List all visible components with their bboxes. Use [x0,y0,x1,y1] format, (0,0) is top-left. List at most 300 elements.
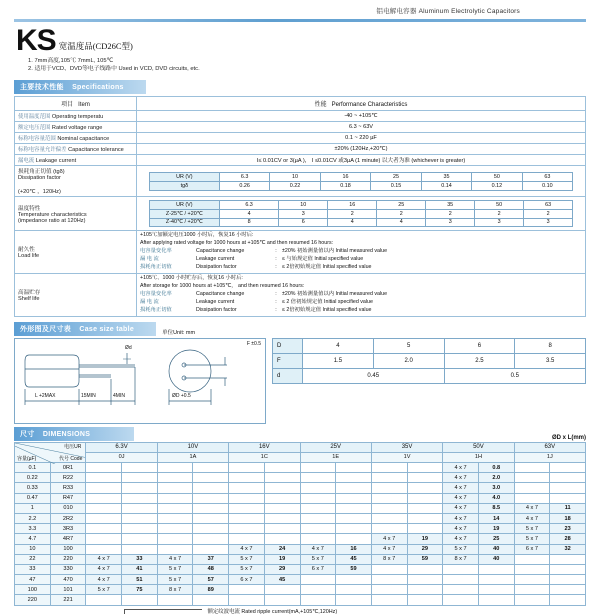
col-item-en: Item [78,102,90,109]
dim-voltage-code: 1A [157,452,228,462]
item-value: ≤ 2倍初始规定值 Initial specified value [282,306,372,313]
dim-empty-cell [443,585,479,595]
dim-empty-cell [443,575,479,585]
dim-empty-cell [371,524,407,534]
dim-ripple-current: 3.0 [478,483,514,493]
item-cn: 电容量变化率 [140,290,172,297]
spec-row-leakage-current [15,155,586,166]
temp-voltage: 50 [475,201,524,210]
temp-z40-value: 4 [328,218,377,227]
dim-empty-cell [300,575,336,585]
temp-voltage-row [149,201,572,210]
label-lead-4min: 4MIN [113,392,125,399]
dim-empty-cell [86,595,122,605]
table-row [15,575,586,585]
case-row-label-d: D [273,338,303,353]
item-cn: 损耗角正切值 [140,306,172,313]
footnote-cn: 额定纹波电流 [207,608,240,615]
dim-empty-cell [264,524,300,534]
dim-empty-cell [193,544,229,554]
temp-label-en: Temperature characteristics [18,211,87,218]
dim-empty-cell [371,503,407,513]
dim-ripple-current: 25 [478,534,514,544]
shelf-life-line-en: After storage for 1000 hours at +105℃， and then resumed 16 hours: [140,282,305,289]
dim-case-size: 6 x 7 [300,564,336,574]
dim-empty-cell [229,585,265,595]
dim-empty-cell [229,493,265,503]
dim-empty-cell [157,534,193,544]
dim-empty-cell [300,483,336,493]
dim-case-size: 4 x 7 [514,503,550,513]
row-value: 0.1 ~ 220 µF [137,133,586,144]
shelf-life-item [140,291,582,299]
dim-empty-cell [122,544,158,554]
dim-empty-cell [193,473,229,483]
item-sep: : [275,306,277,313]
dim-case-size: 4 x 7 [229,544,265,554]
dim-empty-cell [122,493,158,503]
dim-case-size: 4 x 7 [86,554,122,564]
dimensions-section [14,427,586,615]
dim-ripple-current: 23 [550,524,586,534]
dissipation-voltage: 35 [421,173,471,182]
dim-voltage-header: 10V [157,442,228,452]
dim-empty-cell [407,524,443,534]
item-value: ≤ 2倍初始规定值 Initial specified value [282,264,372,270]
load-life-item [140,248,582,256]
dim-empty-cell [157,493,193,503]
dissipation-value: 0.15 [371,181,421,190]
case-f-value: 2.5 [444,353,515,368]
temp-z25-value: 2 [426,210,475,219]
item-cn: 损耗角正切值 [140,264,172,270]
dim-voltage-header: 16V [229,442,300,452]
col-performance-cn: 性能 [314,102,327,109]
load-life-item [140,264,582,272]
dissipation-voltage: 63 [522,173,573,182]
dim-empty-cell [157,463,193,473]
dim-empty-cell [336,534,372,544]
dim-empty-cell [157,595,193,605]
dim-capacitance: 100 [15,585,51,595]
dim-ripple-current: 37 [193,554,229,564]
dim-empty-cell [371,513,407,523]
dim-empty-cell [407,575,443,585]
series-name: KS [16,24,56,57]
dimensions-unit: ØD x L(mm) [551,434,586,441]
footnote-leader [124,609,202,614]
dim-empty-cell [371,585,407,595]
dimensions-banner-en: DIMENSIONS [42,430,91,438]
dim-empty-cell [443,595,479,605]
dim-empty-cell [407,585,443,595]
dim-empty-cell [514,493,550,503]
dim-case-size: 4 x 7 [86,564,122,574]
dim-empty-cell [122,534,158,544]
dim-capacitance: 0.33 [15,483,51,493]
temp-label-cn: 温度特性 [18,205,41,212]
dim-empty-cell [122,463,158,473]
dim-empty-cell [300,585,336,595]
item-sep: : [275,290,277,297]
dim-empty-cell [229,524,265,534]
dim-voltage-header: 50V [443,442,514,452]
dimensions-corner-cell [15,442,86,462]
dim-empty-cell [336,513,372,523]
dim-voltage-header: 63V [514,442,585,452]
case-d-value: 6 [444,338,515,353]
load-life-line-cn: +105℃加额定电压1000 小时后，恢复16 小时后: [140,232,254,239]
corner-label-voltage: 电压UR [64,443,82,450]
item-en: Dissipation factor [196,264,237,270]
dim-ripple-current: 51 [122,575,158,585]
dim-voltage-code: 1C [229,452,300,462]
dim-empty-cell [122,513,158,523]
dim-empty-cell [300,493,336,503]
case-d-value: 5 [373,338,444,353]
spec-row-nominal-capacitance [15,133,586,144]
dim-empty-cell [86,544,122,554]
dim-case-size: 4 x 7 [443,493,479,503]
case-f-value: 3.5 [515,353,586,368]
dim-empty-cell [264,513,300,523]
dim-capacitance: 4.7 [15,534,51,544]
dim-empty-cell [229,473,265,483]
dim-capacitance-code: 2R2 [50,513,86,523]
dim-case-size: 4 x 7 [443,534,479,544]
dim-empty-cell [550,575,586,585]
page-header [14,0,586,17]
dim-empty-cell [300,473,336,483]
dim-ripple-current: 28 [550,534,586,544]
dim-empty-cell [336,473,372,483]
specifications-table [14,96,586,316]
header-title-en: Aluminum Electrolytic Capacitors [418,8,520,15]
dim-empty-cell [478,595,514,605]
shelf-life-label-cn: 高温贮存 [18,289,41,296]
dissipation-voltage: 16 [320,173,370,182]
temp-z40-value: 3 [524,218,573,227]
temp-voltage: 16 [328,201,377,210]
dim-voltage-code: 1E [300,452,371,462]
row-label-en: Nominal capacitance [57,136,110,143]
dim-empty-cell [407,473,443,483]
load-life-item [140,256,582,264]
dissipation-table [149,172,573,190]
dim-ripple-current: 41 [122,564,158,574]
dim-ripple-current: 8.5 [478,503,514,513]
dim-ripple-current: 11 [550,503,586,513]
dim-empty-cell [371,483,407,493]
corner-label-capacitance: 容量(µF) [17,456,37,462]
dim-voltage-row [15,442,586,452]
dim-empty-cell [514,564,550,574]
dim-voltage-code: 0J [86,452,157,462]
dim-case-size: 4 x 7 [443,473,479,483]
dim-empty-cell [122,595,158,605]
label-lead-15min: 15MIN [81,392,96,399]
dim-empty-cell [300,513,336,523]
dim-ripple-current: 45 [264,575,300,585]
dim-empty-cell [193,524,229,534]
dim-capacitance: 0.22 [15,473,51,483]
dim-capacitance-code: 470 [50,575,86,585]
dim-case-size: 5 x 7 [300,554,336,564]
dissipation-value: 0.12 [472,181,522,190]
dim-empty-cell [86,534,122,544]
table-row [15,534,586,544]
dim-capacitance-code: 100 [50,544,86,554]
item-en: Leakage current [196,298,235,305]
item-cn: 漏 电 流 [140,256,159,263]
dim-case-size: 5 x 7 [229,564,265,574]
dim-empty-cell [157,503,193,513]
dim-empty-cell [122,503,158,513]
dim-empty-cell [157,524,193,534]
dim-ripple-current: 29 [407,544,443,554]
dim-empty-cell [229,483,265,493]
temp-table-cell [137,197,586,231]
temp-z25-value: 2 [524,210,573,219]
spec-row-shelf-life [15,273,586,316]
item-en: Dissipation factor [196,306,237,313]
shelf-life-content [137,273,586,316]
dim-ripple-current: 75 [122,585,158,595]
table-row [15,585,586,595]
dim-empty-cell [550,493,586,503]
case-size-banner-cn: 外形图及尺寸表 [20,325,72,333]
dissipation-label-cn: 损耗角正切值 (tgδ) [18,169,65,176]
dim-empty-cell [300,595,336,605]
temp-voltage: 63 [524,201,573,210]
dim-empty-cell [264,493,300,503]
dim-empty-cell [229,513,265,523]
dim-empty-cell [514,585,550,595]
item-value: ≤ 与始规定值 Initial specified value [282,256,364,263]
label-lead-pitch: F ±0.5 [246,340,261,347]
dim-case-size: 4 x 7 [443,503,479,513]
dim-capacitance-code: 220 [50,554,86,564]
dim-empty-cell [264,473,300,483]
series-subtitle: 宽温度品(CD26C型) [58,40,133,51]
dissipation-voltage: 25 [371,173,421,182]
shelf-life-line-cn: +105℃、1000 小时贮存后，恢复16 小时后: [140,274,243,281]
dim-case-size: 5 x 7 [514,524,550,534]
dim-empty-cell [336,595,372,605]
dim-case-size: 8 x 7 [443,554,479,564]
temp-z25-row [149,210,572,219]
item-sep: : [275,256,277,263]
dim-empty-cell [264,463,300,473]
col-item-cn: 项目 [61,102,74,109]
dim-empty-cell [264,595,300,605]
dim-capacitance: 0.1 [15,463,51,473]
dim-empty-cell [371,564,407,574]
row-label-cn: 标称电容量范围 [18,136,56,143]
temp-z40-row [149,218,572,227]
dim-empty-cell [336,575,372,585]
table-row [15,544,586,554]
dim-empty-cell [229,503,265,513]
row-label-en: Rated voltage range [51,125,103,132]
dim-case-size: 6 x 7 [514,544,550,554]
table-row [15,554,586,564]
row-value: ±20% (120Hz,+20℃) [137,144,586,155]
item-sep: : [275,298,277,305]
dim-empty-cell [336,585,372,595]
dim-empty-cell [514,463,550,473]
load-life-content [137,231,586,274]
case-d-value: 8 [515,338,586,353]
dim-empty-cell [86,513,122,523]
dim-code-row [15,452,586,462]
dissipation-table-cell [137,166,586,197]
dim-capacitance-code: 221 [50,595,86,605]
dim-empty-cell [371,493,407,503]
dim-case-size: 5 x 7 [157,575,193,585]
dim-ripple-current: 14 [478,513,514,523]
dim-case-size: 4 x 7 [443,513,479,523]
temp-row-label: Z-25℃ / +20℃ [149,210,219,219]
spec-row-dissipation-factor [15,166,586,197]
dim-empty-cell [514,554,550,564]
row-label-en: Operating temperatu [51,114,104,121]
dim-empty-cell [443,564,479,574]
dim-empty-cell [157,483,193,493]
item-value: ≤ 2 倍初始规定值 Initial specified value [282,298,373,305]
dissipation-voltage: 6.3 [219,173,269,182]
dissipation-value: 0.10 [522,181,573,190]
dissipation-voltage-row [149,173,572,182]
dimensions-header [14,427,586,441]
shelf-life-item [140,307,582,315]
load-life-label-en: Load life [18,253,40,260]
dim-capacitance-code: 330 [50,564,86,574]
label-length: L +2MAX [35,392,56,399]
case-size-banner [14,322,156,336]
dim-ripple-current: 40 [478,554,514,564]
dim-ripple-current: 48 [193,564,229,574]
row-label-cn: 额定电压范围 [18,125,51,132]
dim-empty-cell [193,503,229,513]
table-row [15,483,586,493]
dissipation-label-en: Dissipation factor [18,175,61,182]
dim-capacitance: 1 [15,503,51,513]
dissipation-value-row [149,181,572,190]
dim-empty-cell [86,503,122,513]
row-label-en: Leakage current [35,158,77,165]
table-row [15,595,586,605]
spec-row-load-life [15,231,586,274]
dim-empty-cell [157,544,193,554]
item-en: Leakage current [196,256,235,263]
case-size-area [14,338,586,424]
temp-voltage: 25 [377,201,426,210]
dim-capacitance-code: 101 [50,585,86,595]
dim-empty-cell [229,595,265,605]
dim-case-size: 4 x 7 [371,534,407,544]
dim-capacitance-code: 3R3 [50,524,86,534]
temp-z25-value: 3 [279,210,328,219]
dim-empty-cell [122,473,158,483]
dim-case-size: 5 x 7 [86,585,122,595]
dim-empty-cell [550,554,586,564]
dim-empty-cell [264,585,300,595]
dim-ripple-current: 45 [336,554,372,564]
dim-capacitance-code: R47 [50,493,86,503]
dim-case-size: 4 x 7 [514,513,550,523]
temp-voltage: 35 [426,201,475,210]
dim-ripple-current: 4.0 [478,493,514,503]
dim-capacitance-code: R33 [50,483,86,493]
dim-case-size: 8 x 7 [371,554,407,564]
dim-ripple-current: 19 [264,554,300,564]
dissipation-note: (+20℃ ，120Hz) [18,189,61,196]
dim-ripple-current: 19 [478,524,514,534]
product-title-row [14,24,586,57]
dim-empty-cell [407,595,443,605]
dim-empty-cell [157,513,193,523]
dim-ripple-current: 33 [122,554,158,564]
dim-capacitance: 33 [15,564,51,574]
temp-row-label: UR (V) [149,201,219,210]
case-lead-d-value: 0.45 [303,368,445,383]
dim-empty-cell [229,534,265,544]
temp-z25-value: 4 [219,210,278,219]
item-value: ±20% 初始测量值以内 Initial measured value [282,248,388,255]
dim-empty-cell [514,473,550,483]
dim-empty-cell [122,524,158,534]
dim-empty-cell [193,463,229,473]
bullet-1: 1. 7mm高度,105℃ 7mmL, 105℃ [28,57,114,64]
dim-empty-cell [336,524,372,534]
dim-capacitance-code: 010 [50,503,86,513]
dim-empty-cell [264,483,300,493]
table-row [15,493,586,503]
dim-empty-cell [336,493,372,503]
dissipation-value: 0.26 [219,181,269,190]
spec-row-rated-voltage [15,122,586,133]
corner-label-code: 代号 Code [59,456,83,462]
capacitor-outline-svg [15,339,267,425]
dimensions-footnote [14,607,586,615]
dim-case-size: 4 x 7 [157,554,193,564]
case-row-f [273,353,586,368]
item-value: ±20% 初始测量值以内 Initial measured value [282,290,388,297]
dissipation-row-label: tgδ [149,181,219,190]
dimensions-table [14,442,586,606]
dim-empty-cell [407,483,443,493]
dim-empty-cell [407,513,443,523]
header-title-cn: 铝电解电容器 [376,8,417,15]
dim-capacitance: 0.47 [15,493,51,503]
dim-ripple-current: 2.0 [478,473,514,483]
specifications-banner-en: Specifications [72,84,124,92]
table-row [15,463,586,473]
table-row [15,564,586,574]
case-f-value: 1.5 [303,353,374,368]
item-en: Capacitance change [196,248,245,255]
dim-empty-cell [193,483,229,493]
dim-capacitance: 2.2 [15,513,51,523]
dimensions-banner [14,427,134,441]
table-row [15,503,586,513]
dim-capacitance-code: R22 [50,473,86,483]
dim-empty-cell [407,493,443,503]
dim-empty-cell [550,483,586,493]
case-size-table [272,338,586,384]
table-header-row [15,97,586,111]
